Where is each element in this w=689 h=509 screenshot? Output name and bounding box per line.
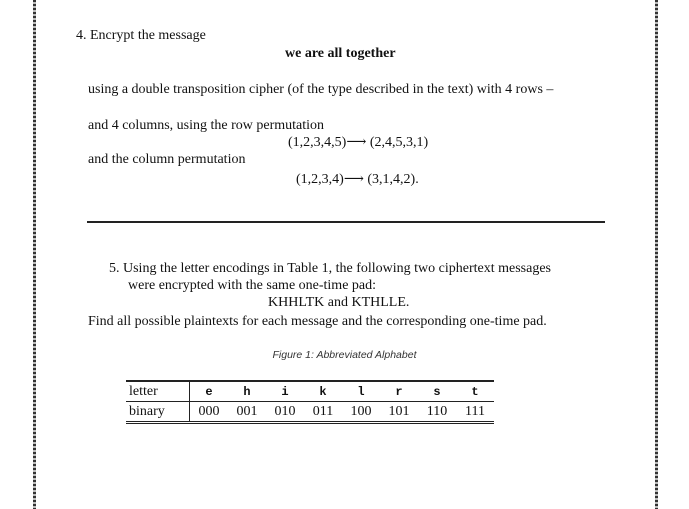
letter-cell: s (418, 381, 456, 402)
binary-cell: 111 (465, 403, 485, 419)
binary-cell: 110 (426, 403, 448, 419)
letter-cell: l (342, 381, 380, 402)
right-page-edge (655, 0, 658, 509)
letter-row-label: letter (126, 381, 190, 402)
letter-row (126, 381, 494, 402)
letter-encoding-table (126, 380, 494, 424)
figure-caption: Figure 1: Abbreviated Alphabet (272, 349, 417, 361)
problem-4-line-3: and the column permutation (88, 152, 246, 167)
binary-cell: 010 (274, 403, 296, 419)
section-divider (87, 221, 605, 223)
row-permutation: (1,2,3,4,5)⟶ (2,4,5,3,1) (288, 135, 429, 150)
left-page-edge (33, 0, 36, 509)
binary-cell: 011 (312, 403, 334, 419)
binary-cell: 100 (350, 403, 372, 419)
binary-cell: 001 (236, 403, 258, 419)
problem-4-line-1: using a double transposition cipher (of the type described in the text) with 4 rows – (88, 82, 554, 97)
problem-4-heading: 4. Encrypt the message (76, 28, 206, 43)
problem-5-line-3: Find all possible plaintexts for each message and the corresponding one-time pad. (88, 314, 547, 329)
binary-row-label: binary (126, 402, 190, 423)
binary-cell: 101 (388, 403, 410, 419)
letter-cell: i (266, 381, 304, 402)
letter-cell: e (190, 381, 229, 402)
problem-4-message: we are all together (285, 46, 396, 61)
letter-cell: t (456, 381, 494, 402)
problem-5-line-2: were encrypted with the same one-time pad: (128, 278, 377, 293)
problem-4-line-2: and 4 columns, using the row permutation (88, 118, 325, 133)
letter-cell: r (380, 381, 418, 402)
problem-5-line-1: 5. Using the letter encodings in Table 1, the following two ciphertext messages (109, 261, 551, 276)
letter-cell: k (304, 381, 342, 402)
letter-cell: h (228, 381, 266, 402)
ciphertext-messages: KHHLTK and KTHLLE. (268, 295, 410, 310)
binary-row (126, 402, 494, 423)
column-permutation: (1,2,3,4)⟶ (3,1,4,2). (296, 172, 419, 187)
binary-cell: 000 (198, 403, 220, 419)
